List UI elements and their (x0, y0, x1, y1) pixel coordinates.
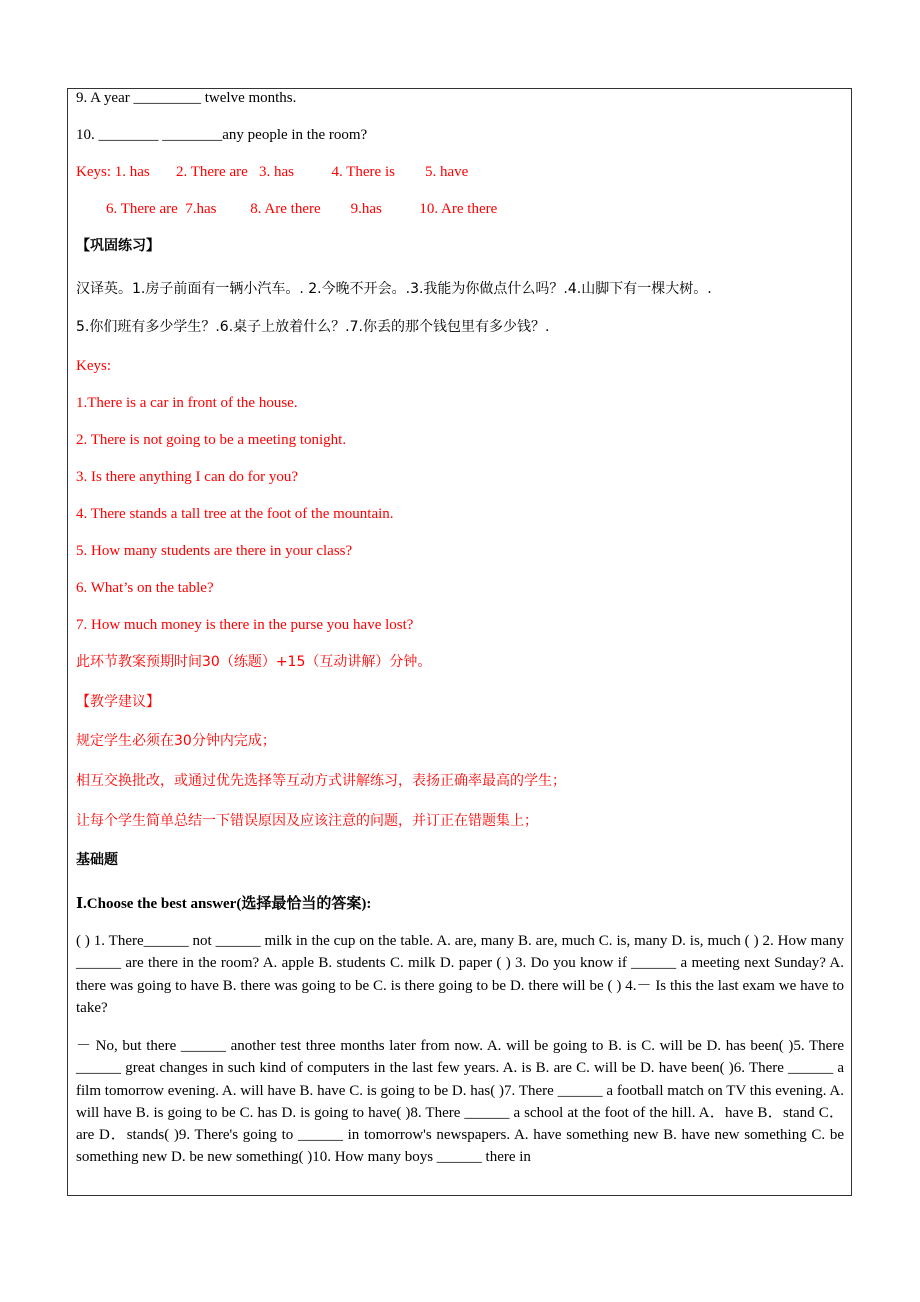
time-note: 此环节教案预期时间30（练题）+15（互动讲解）分钟。 (76, 654, 432, 670)
teaching-advice-heading: 【教学建议】 (76, 694, 160, 710)
worksheet-frame (67, 88, 852, 1196)
section-title: Ⅰ.Choose the best answer(选择最恰当的答案): (76, 896, 372, 912)
questions-paragraph-1: ( ) 1. There______ not ______ milk in the cup on the table. A. are, many B. are, much C. is, many D. is, much ( ) 2. How many ______ are there in the room? A. apple B. students C. milk D. paper ( ) 3. Do you know if ______ a meeting next Sunday? A. there was going to have B. there was going to be C. is there going to be D. there will be ( ) 4.－ Is this the last exam we have to take? (76, 933, 844, 1016)
question-9: 9. A year _________ twelve months. (76, 90, 297, 106)
keys-line-2: 6. There are 7.has 8. Are there 9.has 10. Are there (76, 201, 498, 217)
answer-line: 6. What’s on the table? (76, 580, 214, 596)
basic-heading: 基础题 (76, 852, 118, 868)
answer-line: 5. How many students are there in your class? (76, 543, 353, 559)
answer-line: 7. How much money is there in the purse you have lost? (76, 617, 414, 633)
answer-line: 2. There is not going to be a meeting tonight. (76, 432, 347, 448)
answer-line: 3. Is there anything I can do for you? (76, 469, 299, 485)
keys-line-1: Keys: 1. has 2. There are 3. has 4. There is 5. have (76, 164, 469, 180)
answer-line: 1.There is a car in front of the house. (76, 395, 298, 411)
advice-item: 让每个学生简单总结一下错误原因及应该注意的问题，并订正在错题集上； (76, 813, 538, 829)
question-10: 10. ________ ________any people in the room? (76, 127, 368, 143)
keys-label: Keys: (76, 358, 111, 374)
translation-task-line-2: 5.你们班有多少学生？.6.桌子上放着什么？.7.你丢的那个钱包里有多少钱？. (76, 319, 550, 335)
answer-line: 4. There stands a tall tree at the foot of the mountain. (76, 506, 394, 522)
questions-paragraph-2: － No, but there ______ another test three months later from now. A. will be going to B. is C. will be D. has been( )5. There ______ great changes in such kind of computers in the last few years. A. is B. are C. will be D. have been( )6. There ______ a film tomorrow evening. A. will have B. have C. is going to be D. has( )7. There ______ a football match on TV this evening. A. will have B. is going to be C. has D. is going to have( )8. There ______ a school at the foot of the hill. A．have B．stand C．are D．stands( )9. There's going to ______ in tomorrow's newspapers. A. have something new B. have new something C. be something new D. be new something( )10. How many boys ______ there in (76, 1038, 844, 1166)
consolidation-heading: 【巩固练习】 (76, 238, 160, 254)
advice-item: 规定学生必须在30分钟内完成； (76, 733, 276, 749)
advice-item: 相互交换批改，或通过优先选择等互动方式讲解练习，表扬正确率最高的学生； (76, 773, 566, 789)
translation-task-line-1: 汉译英。1.房子前面有一辆小汽车。. 2.今晚不开会。.3.我能为你做点什么吗？.4.山脚下有一棵大树。. (76, 281, 712, 297)
